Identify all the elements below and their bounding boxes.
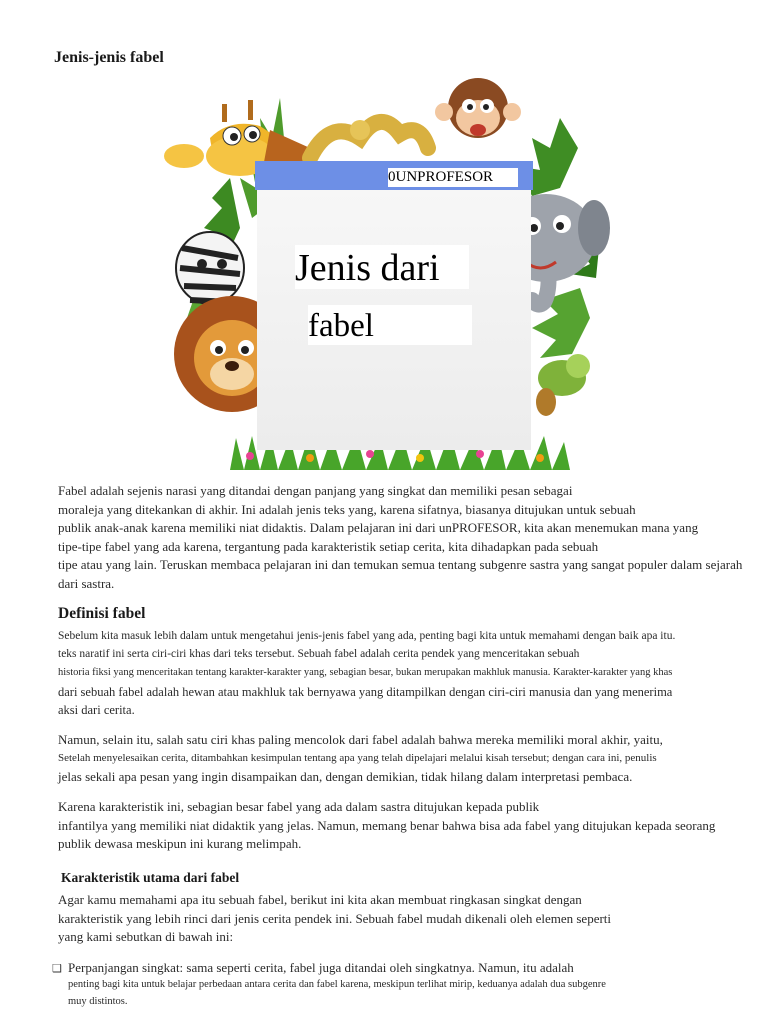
snake-icon xyxy=(310,120,428,158)
karakteristik-line: karakteristik yang lebih rinci dari jenis cerita pendek ini. Sebuah fabel mudah dikenali oleh elemen seperti xyxy=(58,911,612,926)
intro-line: Fabel adalah sejenis narasi yang ditandai dengan panjang yang singkat dan memiliki pesan sebagai xyxy=(58,483,573,498)
definisi-line: Setelah menyelesaikan cerita, ditambahkan kesimpulan tentang apa yang telah dipelajari melalui kisah tersebut; dengan cara ini, penulis xyxy=(58,752,657,764)
card-title-line1: Jenis dari xyxy=(295,245,469,289)
page-title: Jenis-jenis fabel xyxy=(54,49,164,66)
definisi-line: Sebelum kita masuk lebih dalam untuk mengetahui jenis-jenis fabel yang ada, penting bagi kita untuk memahami dengan baik apa itu. xyxy=(58,630,676,642)
fable-illustration xyxy=(160,78,615,470)
intro-line: dari sastra. xyxy=(58,576,115,591)
definisi-line: jelas sekali apa pesan yang ingin disampaikan dan, dengan demikian, tidak hilang dalam interpretasi pembaca. xyxy=(58,769,633,784)
intro-line: tipe atau yang lain. Teruskan membaca pelajaran ini dan temukan semua tentang subgenre sastra yang sangat populer dalam sejarah xyxy=(58,557,743,572)
bullet-line: muy distintos. xyxy=(68,996,128,1007)
zebra-icon xyxy=(176,232,244,304)
section-heading-definisi: Definisi fabel xyxy=(58,605,146,622)
definisi-line: infantilya yang memiliki niat didaktik yang jelas. Namun, memang benar bahwa bisa ada fabel yang ditujukan kepada seorang xyxy=(58,818,716,833)
karakteristik-line: Agar kamu memahami apa itu sebuah fabel, berikut ini kita akan membuat ringkasan singkat dengan xyxy=(58,892,582,907)
bullet-line: Perpanjangan singkat: sama seperti cerita, fabel juga ditandai oleh singkatnya. Namun, itu adalah xyxy=(68,960,574,975)
section-heading-karakteristik: Karakteristik utama dari fabel xyxy=(61,870,240,885)
intro-line: tipe-tipe fabel yang ada karena, tergantung pada karakteristik setiap cerita, kita dihadapkan pada sebuah xyxy=(58,539,599,554)
monkey-icon xyxy=(435,78,521,138)
intro-line: publik anak-anak karena memiliki niat didaktis. Dalam pelajaran ini dari unPROFESOR, kita akan menemukan mana yang xyxy=(58,520,699,535)
definisi-line: teks naratif ini serta ciri-ciri khas dari teks tersebut. Sebuah fabel adalah cerita pendek yang menceritakan sebuah xyxy=(58,648,580,660)
turtle-icon xyxy=(536,354,590,416)
definisi-line: Karena karakteristik ini, sebagian besar fabel yang ada dalam sastra ditujukan kepada publik xyxy=(58,799,540,814)
bullet-checkbox-icon: ❑ xyxy=(52,963,62,975)
intro-line: moraleja yang ditekankan di akhir. Ini adalah jenis teks yang, karena sifatnya, biasanya ditujukan untuk sebuah xyxy=(58,502,636,517)
bullet-line: penting bagi kita untuk belajar perbedaan antara cerita dan fabel karena, meskipun terlihat mirip, keduanya adalah dua subgenre xyxy=(68,979,606,990)
card-header-label: 0UNPROFESOR xyxy=(388,168,518,187)
definisi-line: dari sebuah fabel adalah hewan atau makhluk tak bernyawa yang ditampilkan dengan ciri-ciri manusia dan yang menerima xyxy=(58,685,673,699)
definisi-line: aksi dari cerita. xyxy=(58,703,135,717)
definisi-line: publik dewasa meskipun ini kurang melimpah. xyxy=(58,836,302,851)
karakteristik-line: yang kami sebutkan di bawah ini: xyxy=(58,929,234,944)
definisi-line: Namun, selain itu, salah satu ciri khas paling mencolok dari fabel adalah bahwa mereka memiliki moral akhir, yaitu, xyxy=(58,732,663,747)
definisi-line: historia fiksi yang menceritakan tentang karakter-karakter yang, sebagian besar, bukan merupakan makhluk manusia. Karakter-karakter yang khas xyxy=(58,667,673,678)
card-title-line2: fabel xyxy=(308,305,472,345)
